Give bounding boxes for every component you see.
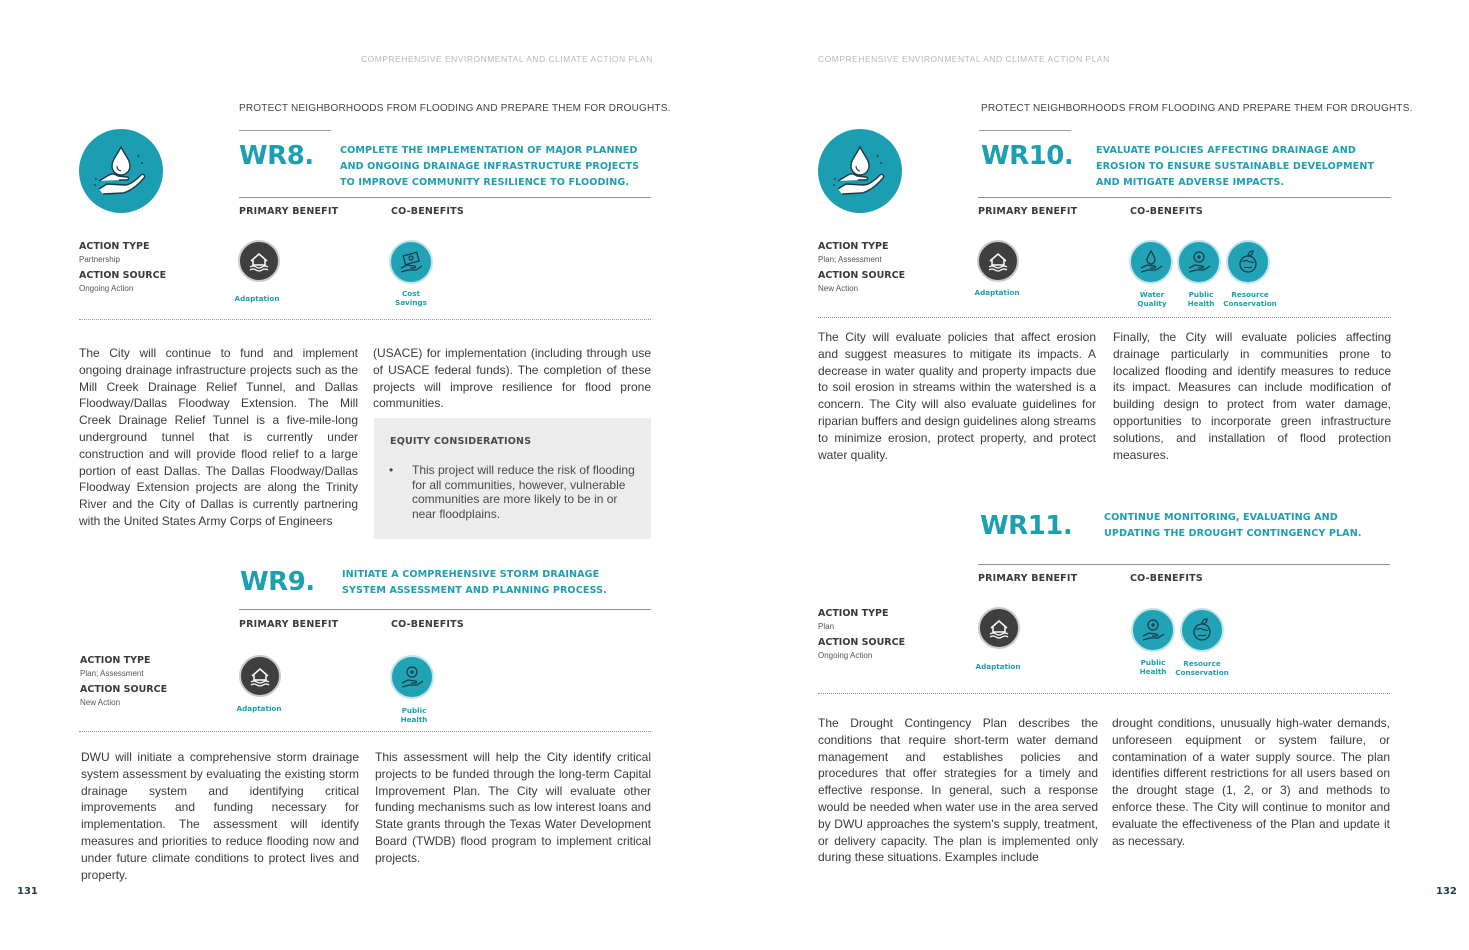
cobenefit-caption-line: Conservation [1223,299,1277,308]
action-code: WR10. [981,141,1074,171]
water-hand-icon [818,129,902,213]
action-source-value: New Action [818,284,859,293]
body-text-col2: drought conditions, unusually high-water demands, unforeseen equipment or system failure, or contamination of a water supply source. The plan identifies different restrictions for all users based on the drought stage (1, 2, or 3) and methods to enforce these. The City will continue to monitor and evaluate the effectiveness of the Plan and update it as necessary. [1112,716,1390,848]
cobenefit-caption [1167,659,1237,677]
action-code: WR9. [240,567,315,597]
primary-benefit-caption: Adaptation [975,662,1021,671]
co-benefits-label: CO-BENEFITS [1130,573,1203,584]
cobenefit-caption-line: Public [1140,658,1166,667]
section-subheading: PROTECT NEIGHBORHOODS FROM FLOODING AND PREPARE THEM FOR DROUGHTS. [981,103,1413,114]
action-meta [79,240,166,295]
action-type-value: Plan; Assessment [818,255,882,264]
page-number: 131 [17,886,38,897]
body-text-col2: Finally, the City will evaluate policies affecting drainage particularly in communities prone to localized flooding and identify measures to reduce its impact. Measures can include modification of building design to protect from water damage, opportunities to incorporate green infrastructure solutions, and installation of flood protection measures. [1113,330,1391,462]
action-title: EVALUATE POLICIES AFFECTING DRAINAGE AND EROSION TO ENSURE SUSTAINABLE DEVELOPMENT AND MITIGATE ADVERSE IMPACTS. [1096,145,1375,188]
divider [239,130,331,131]
adaptation-icon [977,240,1019,282]
cobenefit-caption-line: Cost [402,289,420,298]
primary-benefit-label: PRIMARY BENEFIT [978,206,1078,217]
page-header: COMPREHENSIVE ENVIRONMENTAL AND CLIMATE ACTION PLAN [361,54,653,64]
cobenefit-caption-line: Public [1188,290,1214,299]
action-source-label: ACTION SOURCE [818,270,906,281]
divider [978,197,1391,198]
adaptation-icon [978,607,1020,649]
action-source-value: New Action [80,698,121,707]
page-header: COMPREHENSIVE ENVIRONMENTAL AND CLIMATE ACTION PLAN [818,54,1110,64]
divider [978,564,1390,565]
body-text-col2: This assessment will help the City identify critical projects to be funded through the long-term Capital Improvement Plan. The City will evaluate other funding mechanisms such as low interest loans and State grants through the Texas Water Development Board (TWDB) flood program to implement critical projects. [375,750,651,865]
action-code: WR8. [239,141,314,171]
dotted-divider [818,317,1391,318]
divider [979,130,1071,131]
equity-title: EQUITY CONSIDERATIONS [390,436,532,447]
action-type-label: ACTION TYPE [80,655,151,666]
cobenefit-caption-line: Resource [1183,659,1221,668]
body-text-col1: The City will evaluate policies that affect erosion and suggest measures to mitigate its impacts. A decrease in water quality and property impacts due to soil erosion in streams within the watershed is a concern. The City will also evaluate guidelines for riparian buffers and design guidelines along streams to minimize erosion, protect property, and protect water quality. [818,330,1096,462]
primary-benefit-caption: Adaptation [236,704,282,713]
cobenefit-caption-line: Quality [1137,299,1167,308]
action-title: INITIATE A COMPREHENSIVE STORM DRAINAGE SYSTEM ASSESSMENT AND PLANNING PROCESS. [342,569,607,596]
primary-benefit-caption: Adaptation [234,294,280,303]
cobenefit-caption-line: Health [1187,299,1215,308]
body-text-col1: The City will continue to fund and implement ongoing drainage infrastructure projects such as the Mill Creek Drainage Relief Tunnel, and Dallas Floodway/Dallas Floodway Extension. The Mill Creek Drainage Relief Tunnel is a five-mile-long underground tunnel that is currently under construction and will provide flood relief to a large portion of east Dallas. The Dallas Floodway/Dallas Floodway Extension projects are along the Trinity River and the City of Dallas is currently partnering with the United States Army Corps of Engineers [79,346,358,528]
water-hand-icon [79,129,163,213]
action-type-value: Partnership [79,255,120,264]
action-title: COMPLETE THE IMPLEMENTATION OF MAJOR PLANNED AND ONGOING DRAINAGE INFRASTRUCTURE PROJECTS TO IMPROVE COMMUNITY RESILIENCE TO FLOODING. [340,145,640,188]
page-number: 132 [1436,886,1457,897]
cobenefit-caption-line: Health [1139,667,1167,676]
cost-savings-icon [389,240,433,284]
body-text-col1: DWU will initiate a comprehensive storm drainage system assessment by evaluating the existing storm drainage system and identifying critical improvements and funding necessary for implementation. The assessment will identify measures and priorities to reduce flooding now and under future climate conditions to protect lives and property. [81,750,359,882]
cobenefit-caption-line: Conservation [1175,668,1229,677]
dotted-divider [79,731,651,732]
action-type-label: ACTION TYPE [818,608,889,619]
public-health-icon [1131,608,1175,652]
resource-conservation-icon [1180,608,1224,652]
action-meta [818,607,905,662]
cobenefit-caption-line: Savings [395,298,427,307]
equity-text: This project will reduce the risk of flooding for all communities, however, vulnerable communities are more likely to be in or near floodplains. [412,463,635,521]
cobenefit-caption-line: Health [400,715,428,724]
action-type-label: ACTION TYPE [79,241,150,252]
body-text-col2: (USACE) for implementation (including through use of USACE federal funds). The completion of these projects will improve resilience for flood prone communities. [373,346,651,411]
public-health-icon [1177,240,1221,284]
dotted-divider [818,693,1390,694]
resource-conservation-icon [1226,240,1270,284]
action-code: WR11. [980,511,1073,541]
water-quality-icon [1129,240,1173,284]
dotted-divider [79,319,651,320]
co-benefits-label: CO-BENEFITS [391,619,464,630]
adaptation-icon [239,655,281,697]
action-title: CONTINUE MONITORING, EVALUATING AND UPDATING THE DROUGHT CONTINGENCY PLAN. [1104,512,1362,539]
action-type-value: Plan; Assessment [80,669,144,678]
primary-benefit-label: PRIMARY BENEFIT [239,206,339,217]
cobenefit-caption-line: Public [401,706,427,715]
primary-benefit-caption: Adaptation [974,288,1020,297]
primary-benefit-label: PRIMARY BENEFIT [978,573,1078,584]
action-type-label: ACTION TYPE [818,241,889,252]
co-benefits-label: CO-BENEFITS [391,206,464,217]
action-type-value: Plan [818,622,835,631]
section-subheading: PROTECT NEIGHBORHOODS FROM FLOODING AND PREPARE THEM FOR DROUGHTS. [239,103,671,114]
primary-benefit-label: PRIMARY BENEFIT [239,619,339,630]
action-meta [818,240,905,295]
action-source-label: ACTION SOURCE [80,684,168,695]
action-source-label: ACTION SOURCE [79,270,167,281]
cobenefit-caption-line: Water [1139,290,1165,299]
cobenefit-caption [1215,290,1285,308]
action-source-value: Ongoing Action [818,651,873,660]
divider [239,197,651,198]
cobenefit-caption [376,289,446,307]
co-benefits-label: CO-BENEFITS [1130,206,1203,217]
action-source-value: Ongoing Action [79,284,134,293]
bullet: • [389,463,394,477]
cobenefit-caption [379,706,449,724]
divider [239,609,651,610]
action-meta [80,654,167,709]
public-health-icon [390,655,434,699]
action-source-label: ACTION SOURCE [818,637,906,648]
cobenefit-caption-line: Resource [1231,290,1269,299]
adaptation-icon [238,240,280,282]
body-text-col1: The Drought Contingency Plan describes the conditions that require short-term water demand management and establishes policies and procedures that offer strategies for a timely and effective response. In general, such a response would be needed when water use in the area served by DWU approaches the system's supply, treatment, or delivery capacity. The plan is implemented only during these situations. Examples include [818,716,1098,865]
